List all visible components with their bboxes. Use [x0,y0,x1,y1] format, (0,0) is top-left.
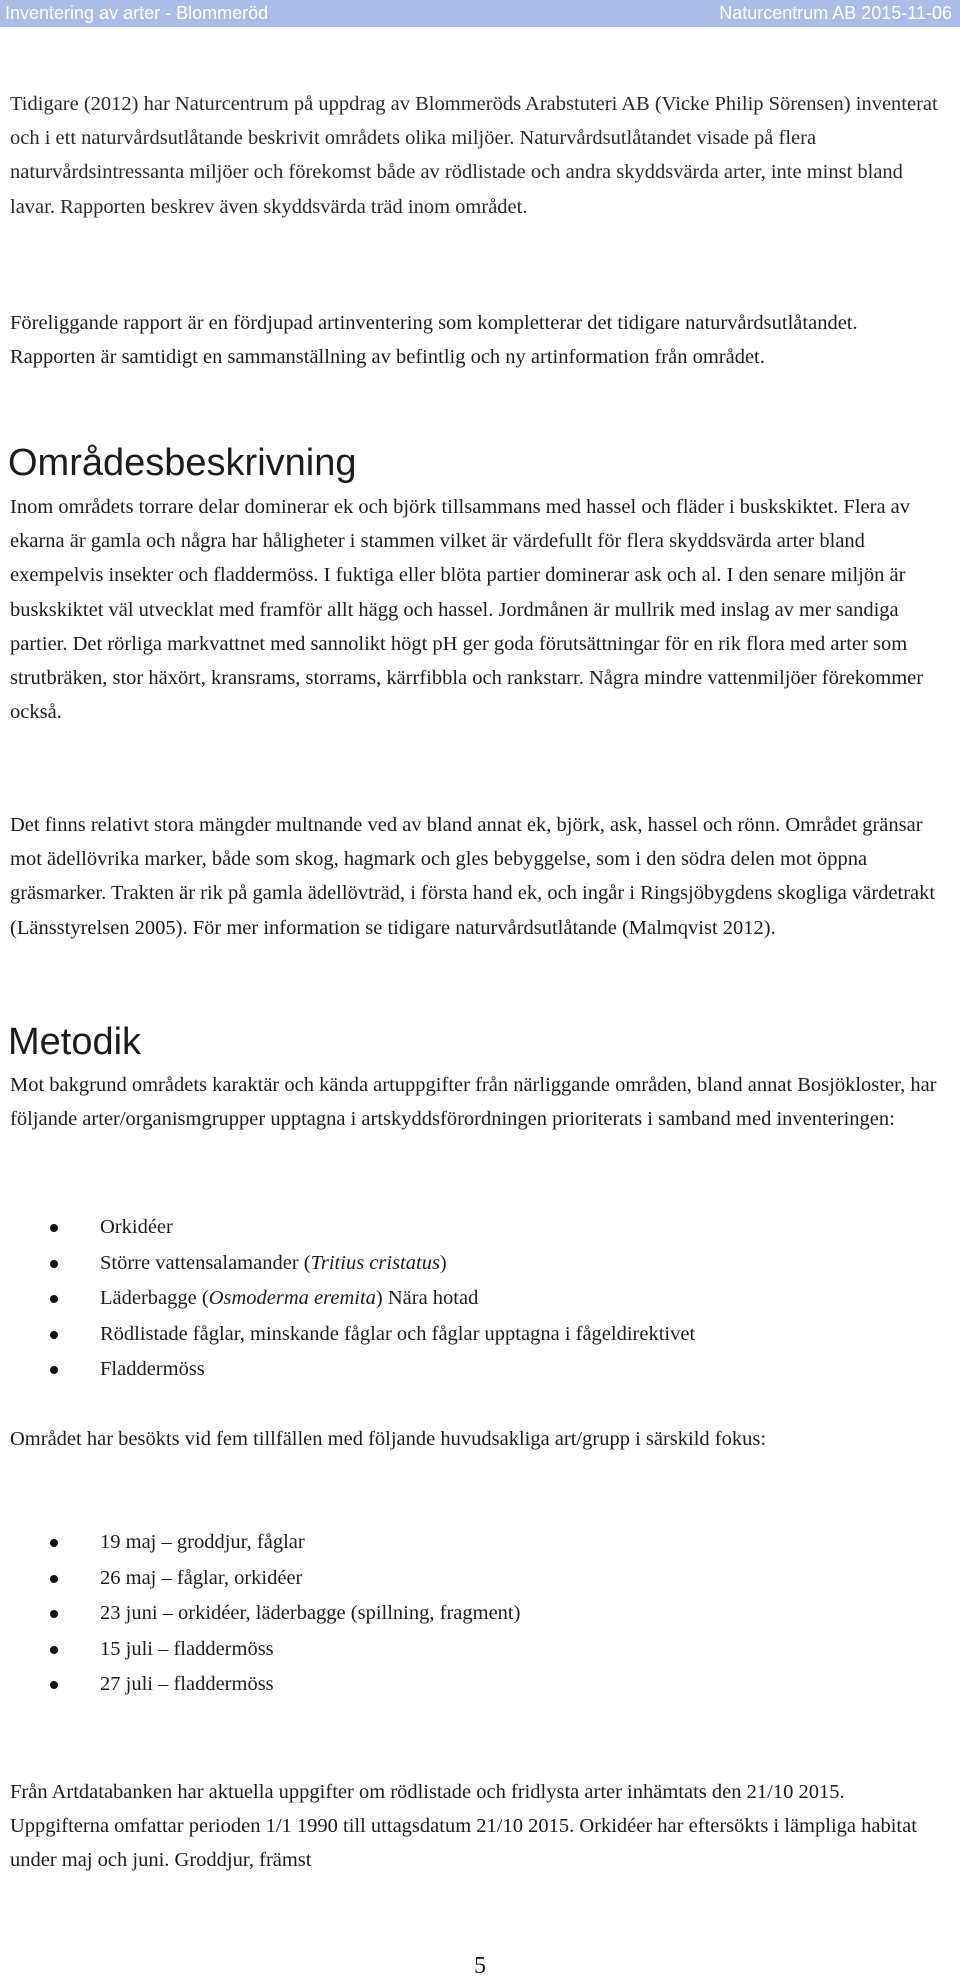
list-item [0,1352,940,1388]
bullet-icon [50,1366,58,1374]
bullet-icon [50,1681,58,1689]
list-item-suffix: ) Nära hotad [375,1287,479,1309]
bullet-icon [50,1260,58,1268]
method-paragraph-2: Området har besökts vid fem tillfällen med följande huvudsakliga art/grupp i särskild fokus: [10,1428,767,1450]
page-number: 5 [474,1953,486,1979]
list-item [0,1281,940,1317]
list-item-text: 15 juli – fladdermöss [100,1637,274,1660]
list-item-text: 23 juni – orkidéer, läderbagge (spillning, fragment) [100,1602,521,1624]
bullet-icon [50,1575,58,1583]
bullet-icon [50,1295,58,1303]
list-item [0,1667,940,1703]
list-item [0,1210,940,1246]
list-item-text: Större vattensalamander ( [100,1251,311,1274]
header-title: Inventering av arter - Blommeröd [5,3,269,23]
list-item [0,1596,940,1632]
current-report-paragraph: Föreliggande rapport är en fördjupad artinventering som kompletterar det tidigare naturvårdsutlåtandet. Rapporten är samtidigt en sammanställning av befintlig och ny artinformation från området. [10,312,858,369]
priority-species-list [0,1210,940,1388]
bullet-icon [50,1224,58,1232]
list-item-text: Läderbagge ( [100,1287,209,1309]
bullet-icon [50,1331,58,1339]
bullet-icon [50,1610,58,1618]
list-item [0,1246,940,1282]
header-company-date: Naturcentrum AB 2015-11-06 [719,3,952,23]
list-item-suffix: ) [439,1251,447,1274]
list-item-text: Rödlistade fåglar, minskande fåglar och fåglar upptagna i fågeldirektivet [100,1322,696,1345]
area-paragraph-1: Inom områdets torrare delar dominerar ek och björk tillsammans med hassel och fläder i buskskiktet. Flera av ekarna är gamla och några har håligheter i stammen vilket är värdefullt för flera skyddsvärda arter bland exempelvis insekter och fladdermöss. I fuktiga eller blöta partier dominerar ask och al. I den senare miljön är buskskiktet väl utvecklat med framför allt hägg och hassel. Jordmånen är mullrik med inslag av mer sandiga partier. Det rörliga markvattnet med sannolikt högt pH ger goda förutsättningar för en rik flora med arter som strutbräken, stor häxört, kransrams, storrams, kärrfibbla och rankstarr. Några mindre vattenmiljöer förekommer också. [10,496,924,724]
visit-list [0,1525,940,1703]
list-item-text: 19 maj – groddjur, fåglar [100,1531,305,1553]
list-item [0,1632,940,1668]
section-heading-area: Områdesbeskrivning [8,442,357,484]
latin-name: Osmoderma eremita [208,1287,376,1309]
list-item [0,1561,940,1597]
list-item [0,1525,940,1561]
list-item-text: Orkidéer [100,1216,173,1238]
intro-paragraph: Tidigare (2012) har Naturcentrum på uppdrag av Blommeröds Arabstuteri AB (Vicke Philip Sörensen) inventerat och i ett naturvårdsutlåtande beskrivit områdets olika miljöer. Naturvårdsutlåtandet visade på flera naturvårdsintressanta miljöer och förekomst både av rödlistade och andra skyddsvärda arter, inte minst bland lavar. Rapporten beskrev även skyddsvärda träd inom området. [10,93,938,218]
list-item-text: 27 juli – fladdermöss [100,1673,274,1695]
area-paragraph-2: Det finns relativt stora mängder multnande ved av bland annat ek, björk, ask, hassel och rönn. Området gränsar mot ädellövrika marker, både som skog, hagmark och gles bebyggelse, som i den södra delen mot öppna gräsmarker. Trakten är rik på gamla ädellövträd, i första hand ek, och ingår i Ringsjöbygdens skogliga värdetrakt (Länsstyrelsen 2005). För mer information se tidigare naturvårdsutlåtande (Malmqvist 2012). [10,814,936,939]
header-bar [0,0,960,27]
list-item [0,1317,940,1353]
bullet-icon [50,1539,58,1547]
list-item-text: 26 maj – fåglar, orkidéer [100,1566,303,1589]
method-paragraph-3: Från Artdatabanken har aktuella uppgifter om rödlistade och fridlysta arter inhämtats den 21/10 2015. Uppgifterna omfattar perioden 1/1 1990 till uttagsdatum 21/10 2015. Orkidéer har eftersökts i lämpliga habitat under maj och juni. Groddjur, främst [10,1781,917,1872]
latin-name: Tritius cristatus [310,1251,440,1274]
bullet-icon [50,1646,58,1654]
list-item-text: Fladdermöss [100,1358,205,1380]
section-heading-method: Metodik [8,1021,142,1063]
method-paragraph-1: Mot bakgrund områdets karaktär och kända artuppgifter från närliggande områden, bland annat Bosjökloster, har följande arter/organismgrupper upptagna i artskyddsförordningen prioriterats i samband med inventeringen: [10,1074,937,1131]
